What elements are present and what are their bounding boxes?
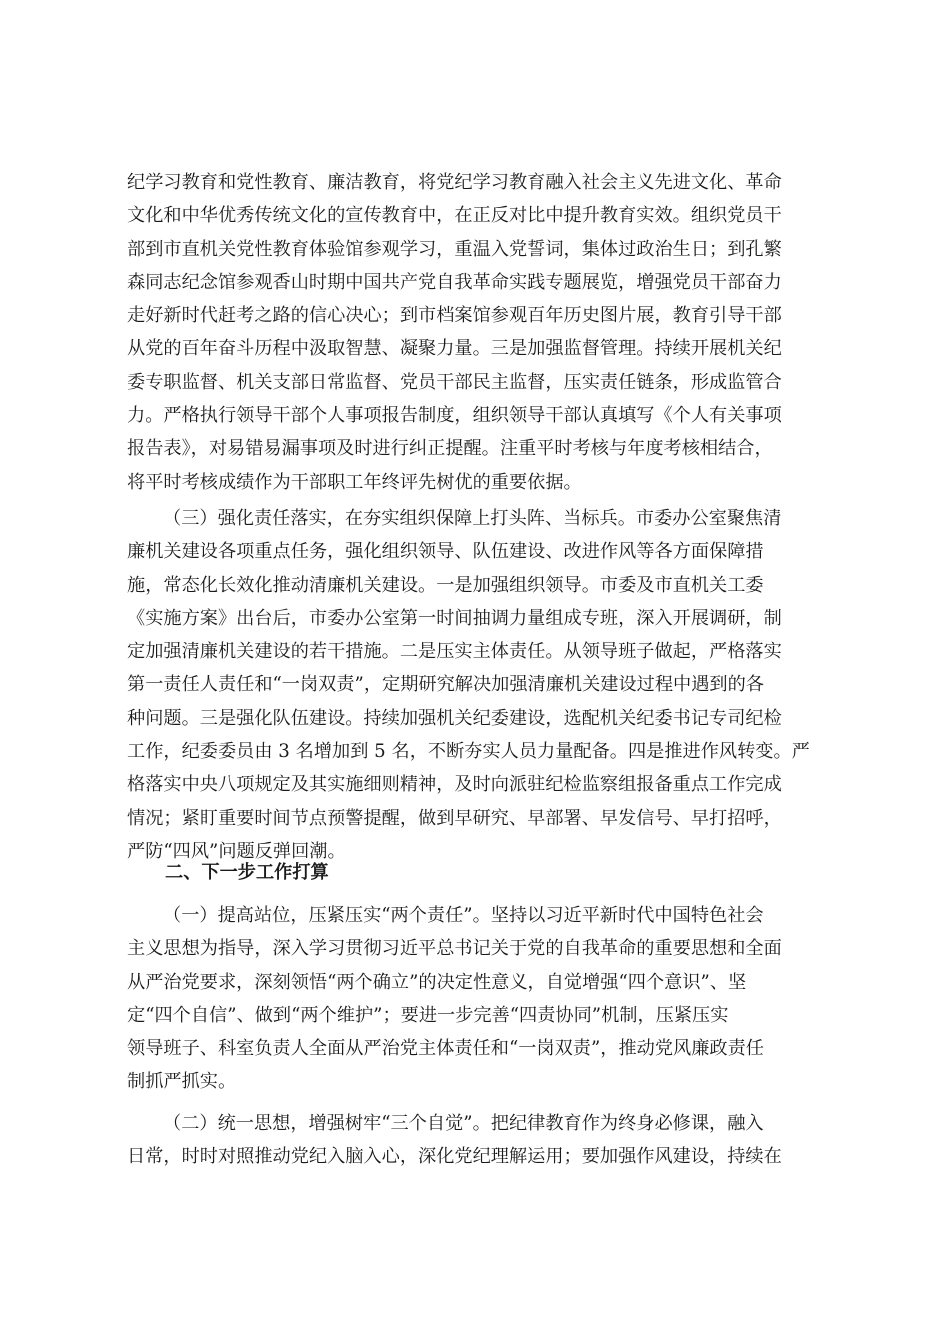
text-line: 施，常态化长效化推动清廉机关建设。一是加强组织领导。市委及市直机关工委 — [127, 574, 764, 596]
text-line: 将平时考核成绩作为干部职工年终评先树优的重要依据。 — [127, 471, 582, 493]
text-line: （一）提高站位，压紧压实“两个责任”。坚持以习近平新时代中国特色社会 — [163, 905, 764, 926]
text-line: 种问题。三是强化队伍建设。持续加强机关纪委建设，选配机关纪委书记专司纪检 — [127, 707, 782, 729]
text-line: 文化和中华优秀传统文化的宣传教育中，在正反对比中提升教育实效。组织党员干 — [127, 205, 782, 227]
text-line: 走好新时代赶考之路的信心决心；到市档案馆参观百年历史图片展，教育引导干部 — [127, 305, 782, 327]
text-line: 第一责任人责任和“一岗双责”，定期研究解决加强清廉机关建设过程中遇到的各 — [127, 674, 764, 696]
text-line: 报告表》，对易错易漏事项及时进行纠正提醒。注重平时考核与年度考核相结合， — [127, 438, 773, 460]
text-line: 严防“四风”问题反弹回潮。 — [127, 840, 346, 862]
text-line: 格落实中央八项规定及其实施细则精神，及时向派驻纪检监察组报备重点工作完成 — [127, 774, 782, 796]
section-heading — [127, 856, 827, 889]
paragraph-4 — [127, 1107, 827, 1174]
text-line: 领导班子、科室负责人全面从严治党主体责任和“一岗双责”，推动党风廉政责任 — [127, 1038, 764, 1060]
text-line: 主义思想为指导，深入学习贯彻习近平总书记关于党的自我革命的重要思想和全面 — [127, 938, 782, 960]
text-line: 从严治党要求，深刻领悟“两个确立”的决定性意义，自觉增强“四个意识”、坚 — [127, 971, 747, 993]
heading-text: 二、下一步工作打算 — [165, 862, 329, 883]
text-line: 《实施方案》出台后，市委办公室第一时间抽调力量组成专班，深入开展调研，制 — [127, 607, 782, 629]
text-line: 力。严格执行领导干部个人事项报告制度，组织领导干部认真填写《个人有关事项 — [127, 405, 782, 427]
text-line: 定“四个自信”、做到“两个维护”；要进一步完善“四责协同”机制，压紧压实 — [127, 1004, 729, 1026]
paragraph-2 — [127, 502, 827, 868]
text-line: 纪学习教育和党性教育、廉洁教育，将党纪学习教育融入社会主义先进文化、革命 — [127, 172, 782, 193]
text-line: 森同志纪念馆参观香山时期中国共产党自我革命实践专题展览，增强党员干部奋力 — [127, 271, 782, 293]
text-line: 部到市直机关党性教育体验馆参观学习，重温入党誓词，集体过政治生日；到孔繁 — [127, 238, 782, 260]
text-line: 廉机关建设各项重点任务，强化组织领导、队伍建设、改进作风等各方面保障措 — [127, 541, 764, 563]
paragraph-3 — [127, 899, 827, 1099]
text-line: 从党的百年奋斗历程中汲取智慧、凝聚力量。三是加强监督管理。持续开展机关纪 — [127, 338, 782, 360]
text-line: 委专职监督、机关支部日常监督、党员干部民主监督，压实责任链条，形成监管合 — [127, 371, 782, 393]
text-line: （三）强化责任落实，在夯实组织保障上打头阵、当标兵。市委办公室聚焦清 — [163, 508, 782, 529]
text-line: 情况；紧盯重要时间节点预警提醒，做到早研究、早部署、早发信号、早打招呼， — [127, 807, 782, 829]
text-line: 日常，时时对照推动党纪入脑入心，深化党纪理解运用；要加强作风建设，持续在 — [127, 1146, 782, 1168]
text-line: 定加强清廉机关建设的若干措施。二是压实主体责任。从领导班子做起，严格落实 — [127, 641, 782, 663]
text-line: 制抓严抓实。 — [127, 1071, 237, 1093]
text-line: 工作，纪委委员由 3 名增加到 5 名，不断夯实人员力量配备。四是推进作风转变。严 — [127, 741, 810, 763]
text-line: （二）统一思想，增强树牢“三个自觉”。把纪律教育作为终身必修课，融入 — [163, 1113, 764, 1134]
paragraph-1 — [127, 166, 827, 499]
